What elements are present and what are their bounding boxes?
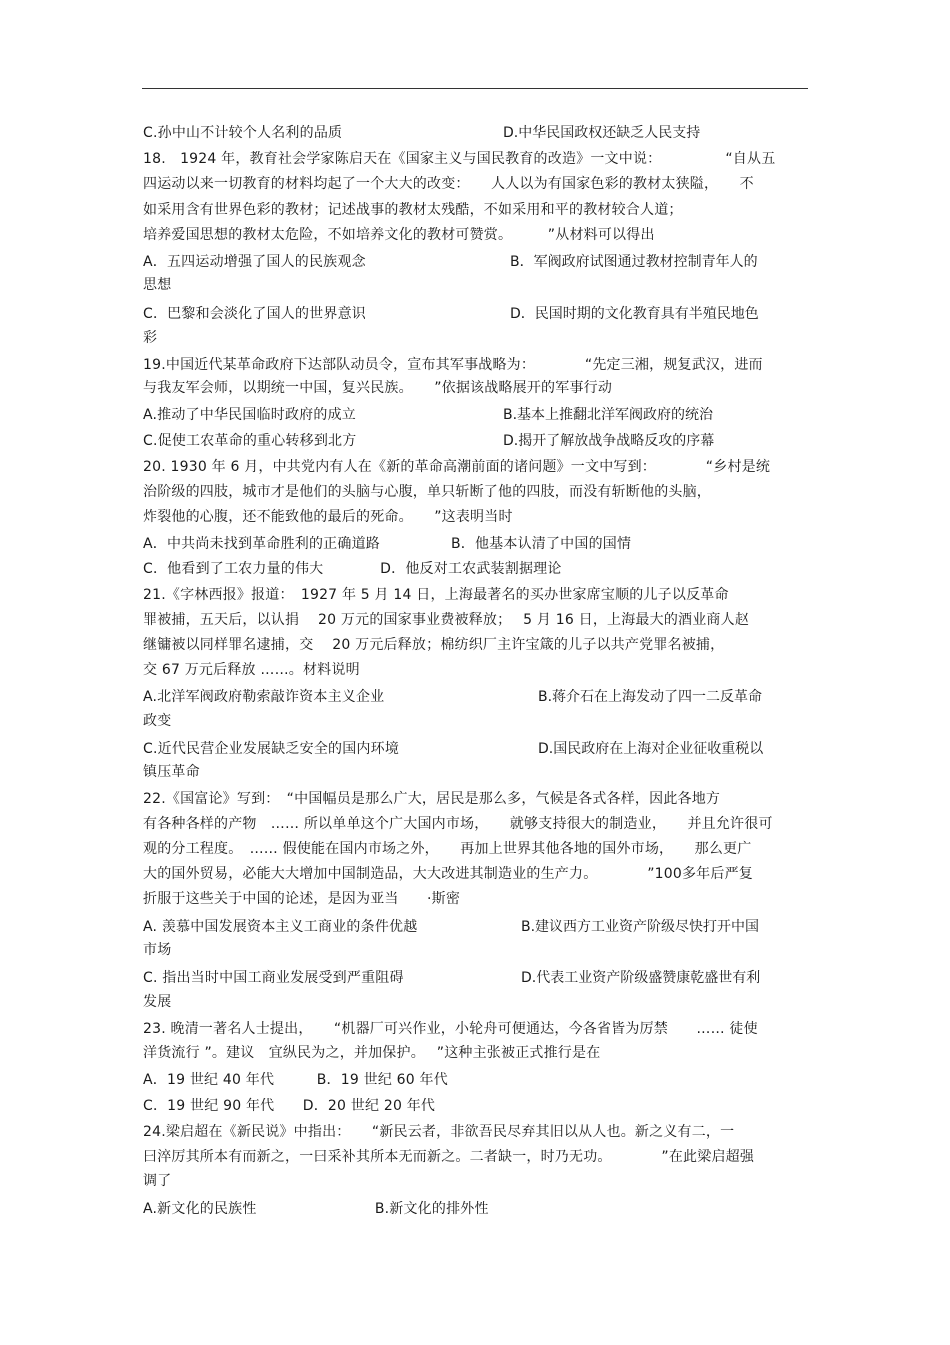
text-line-q23cd: C．19 世纪 90 年代 D．20 世纪 20 年代 (143, 1098, 436, 1114)
text-line-q19-2: 与我友军会师，以期统一中国，复兴民族。 ”依据该战略展开的军事行动 (143, 380, 613, 396)
text-line-q18-2: 四运动以来一切教育的材料均起了一个大大的改变： 人人以为有国家色彩的教材太狭隘， 不 (143, 176, 754, 192)
text-line-q24ab: A.新文化的民族性 B.新文化的排外性 (143, 1201, 489, 1217)
text-line-q20ab: A．中共尚未找到革命胜利的正确道路 B．他基本认清了中国的国情 (143, 536, 632, 552)
option-q22d: D.代表工业资产阶级盛赞康乾盛世有利 (521, 970, 761, 986)
text-line-q18b-2: 思想 (143, 277, 172, 293)
text-line-q22b-2: 市场 (143, 942, 172, 958)
option-q17d: D.中华民国政权还缺乏人民支持 (503, 125, 701, 141)
text-line-q18-3: 如采用含有世界色彩的教材；记述战事的教材太残酷，不如采用和平的教材较合人道； (143, 202, 683, 218)
option-q21b: B.蒋介石在上海发动了四一二反革命 (538, 689, 763, 705)
text-line-q21a: A.北洋军阀政府勒索敲诈资本主义企业 (143, 689, 385, 705)
text-line-q21-4: 交 67 万元后释放 ……。材料说明 (143, 662, 360, 678)
text-line-q22-4: 大的国外贸易，必能大大增加中国制造品，大大改进其制造业的生产力。 ”100多年后严复 (143, 866, 753, 882)
text-line-q22c: C. 指出当时中国工商业发展受到严重阻碍 (143, 970, 404, 986)
text-line-q18-1: 18. 1924 年，教育社会学家陈启天在《国家主义与国民教育的改造》一文中说： “自从五 (143, 151, 776, 167)
text-line-q21-3: 继镛被以同样罪名逮捕，交 20 万元后释放；棉纺织厂主许宝箴的儿子以共产党罪名被捕， (143, 637, 725, 653)
text-line-q22-5: 折服于这些关于中国的论述，是因为亚当 ·斯密 (143, 891, 461, 907)
text-line-q17c: C.孙中山不计较个人名利的品质 (143, 125, 343, 141)
text-line-q22d-2: 发展 (143, 994, 172, 1010)
text-line-q24-1: 24.梁启超在《新民说》中指出： “新民云者，非欲吾民尽弃其旧以从人也。新之义有二，一 (143, 1124, 735, 1140)
text-line-q23-2: 洋货流行 ”。建议 宜纵民为之，并加保护。 ”这种主张被正式推行是在 (143, 1045, 601, 1061)
text-line-q23ab: A．19 世纪 40 年代 B．19 世纪 60 年代 (143, 1072, 448, 1088)
option-q19b: B.基本上推翻北洋军阀政府的统治 (503, 407, 714, 423)
text-line-q20-2: 治阶级的四肢，城市才是他们的头脑与心腹，单只斩断了他的四肢，而没有斩断他的头脑， (143, 484, 711, 500)
text-line-q21d-2: 镇压革命 (143, 764, 200, 780)
text-line-q22a: A. 羡慕中国发展资本主义工商业的条件优越 (143, 919, 418, 935)
text-line-q22-1: 22.《国富论》写到： “中国幅员是那么广大，居民是那么多，气候是各式各样，因此各地方 (143, 791, 721, 807)
text-line-q20cd: C．他看到了工农力量的伟大 D．他反对工农武装割据理论 (143, 561, 562, 577)
text-line-q21-1: 21.《字林西报》报道： 1927 年 5 月 14 日，上海最著名的买办世家席宝顺的儿子以反革命 (143, 587, 729, 603)
text-line-q21-2: 罪被捕，五天后，以认捐 20 万元的国家事业费被释放； 5 月 16 日，上海最大的酒业商人赵 (143, 612, 750, 628)
header-rule (142, 88, 808, 89)
text-line-q24-2: 曰淬厉其所本有而新之，一曰采补其所本无而新之。二者缺一，时乃无功。 ”在此梁启超强 (143, 1149, 755, 1165)
option-q18b: B．军阀政府试图通过教材控制青年人的 (510, 254, 758, 270)
text-line-q19c: C.促使工农革命的重心转移到北方 (143, 433, 357, 449)
option-q18d: D．民国时期的文化教育具有半殖民地色 (510, 306, 759, 322)
text-line-q21c: C.近代民营企业发展缺乏安全的国内环境 (143, 741, 400, 757)
text-line-q20-3: 炸裂他的心腹，还不能致他的最后的死命。 ”这表明当时 (143, 509, 513, 525)
text-line-q23-1: 23. 晚清一著名人士提出， “机器厂可兴作业，小轮舟可便通达，今各省皆为厉禁 …… 徒使 (143, 1021, 758, 1037)
text-line-q22-2: 有各种各样的产物 …… 所以单单这个广大国内市场， 就够支持很大的制造业， 并且允许很可 (143, 816, 773, 832)
text-line-q24-3: 调了 (143, 1173, 172, 1189)
text-line-q19-1: 19.中国近代某革命政府下达部队动员令，宣布其军事战略为： “先定三湘，规复武汉，进而 (143, 357, 763, 373)
text-line-q18c: C．巴黎和会淡化了国人的世界意识 (143, 306, 366, 322)
text-line-q18-4: 培养爱国思想的教材太危险，不如培养文化的教材可赞赏。 ”从材料可以得出 (143, 227, 655, 243)
option-q21d: D.国民政府在上海对企业征收重税以 (538, 741, 764, 757)
text-line-q20-1: 20. 1930 年 6 月，中共党内有人在《新的革命高潮前面的诸问题》一文中写到： “乡村是统 (143, 459, 771, 475)
option-q22b: B.建议西方工业资产阶级尽快打开中国 (521, 919, 760, 935)
option-q19d: D.揭开了解放战争战略反攻的序幕 (503, 433, 715, 449)
text-line-q19a: A.推动了中华民国临时政府的成立 (143, 407, 356, 423)
text-line-q18a: A．五四运动增强了国人的民族观念 (143, 254, 366, 270)
text-line-q22-3: 观的分工程度。 …… 假使能在国内市场之外， 再加上世界其他各地的国外市场， 那么更广 (143, 841, 752, 857)
text-line-q21b-2: 政变 (143, 713, 172, 729)
text-line-q18d-2: 彩 (143, 330, 158, 346)
